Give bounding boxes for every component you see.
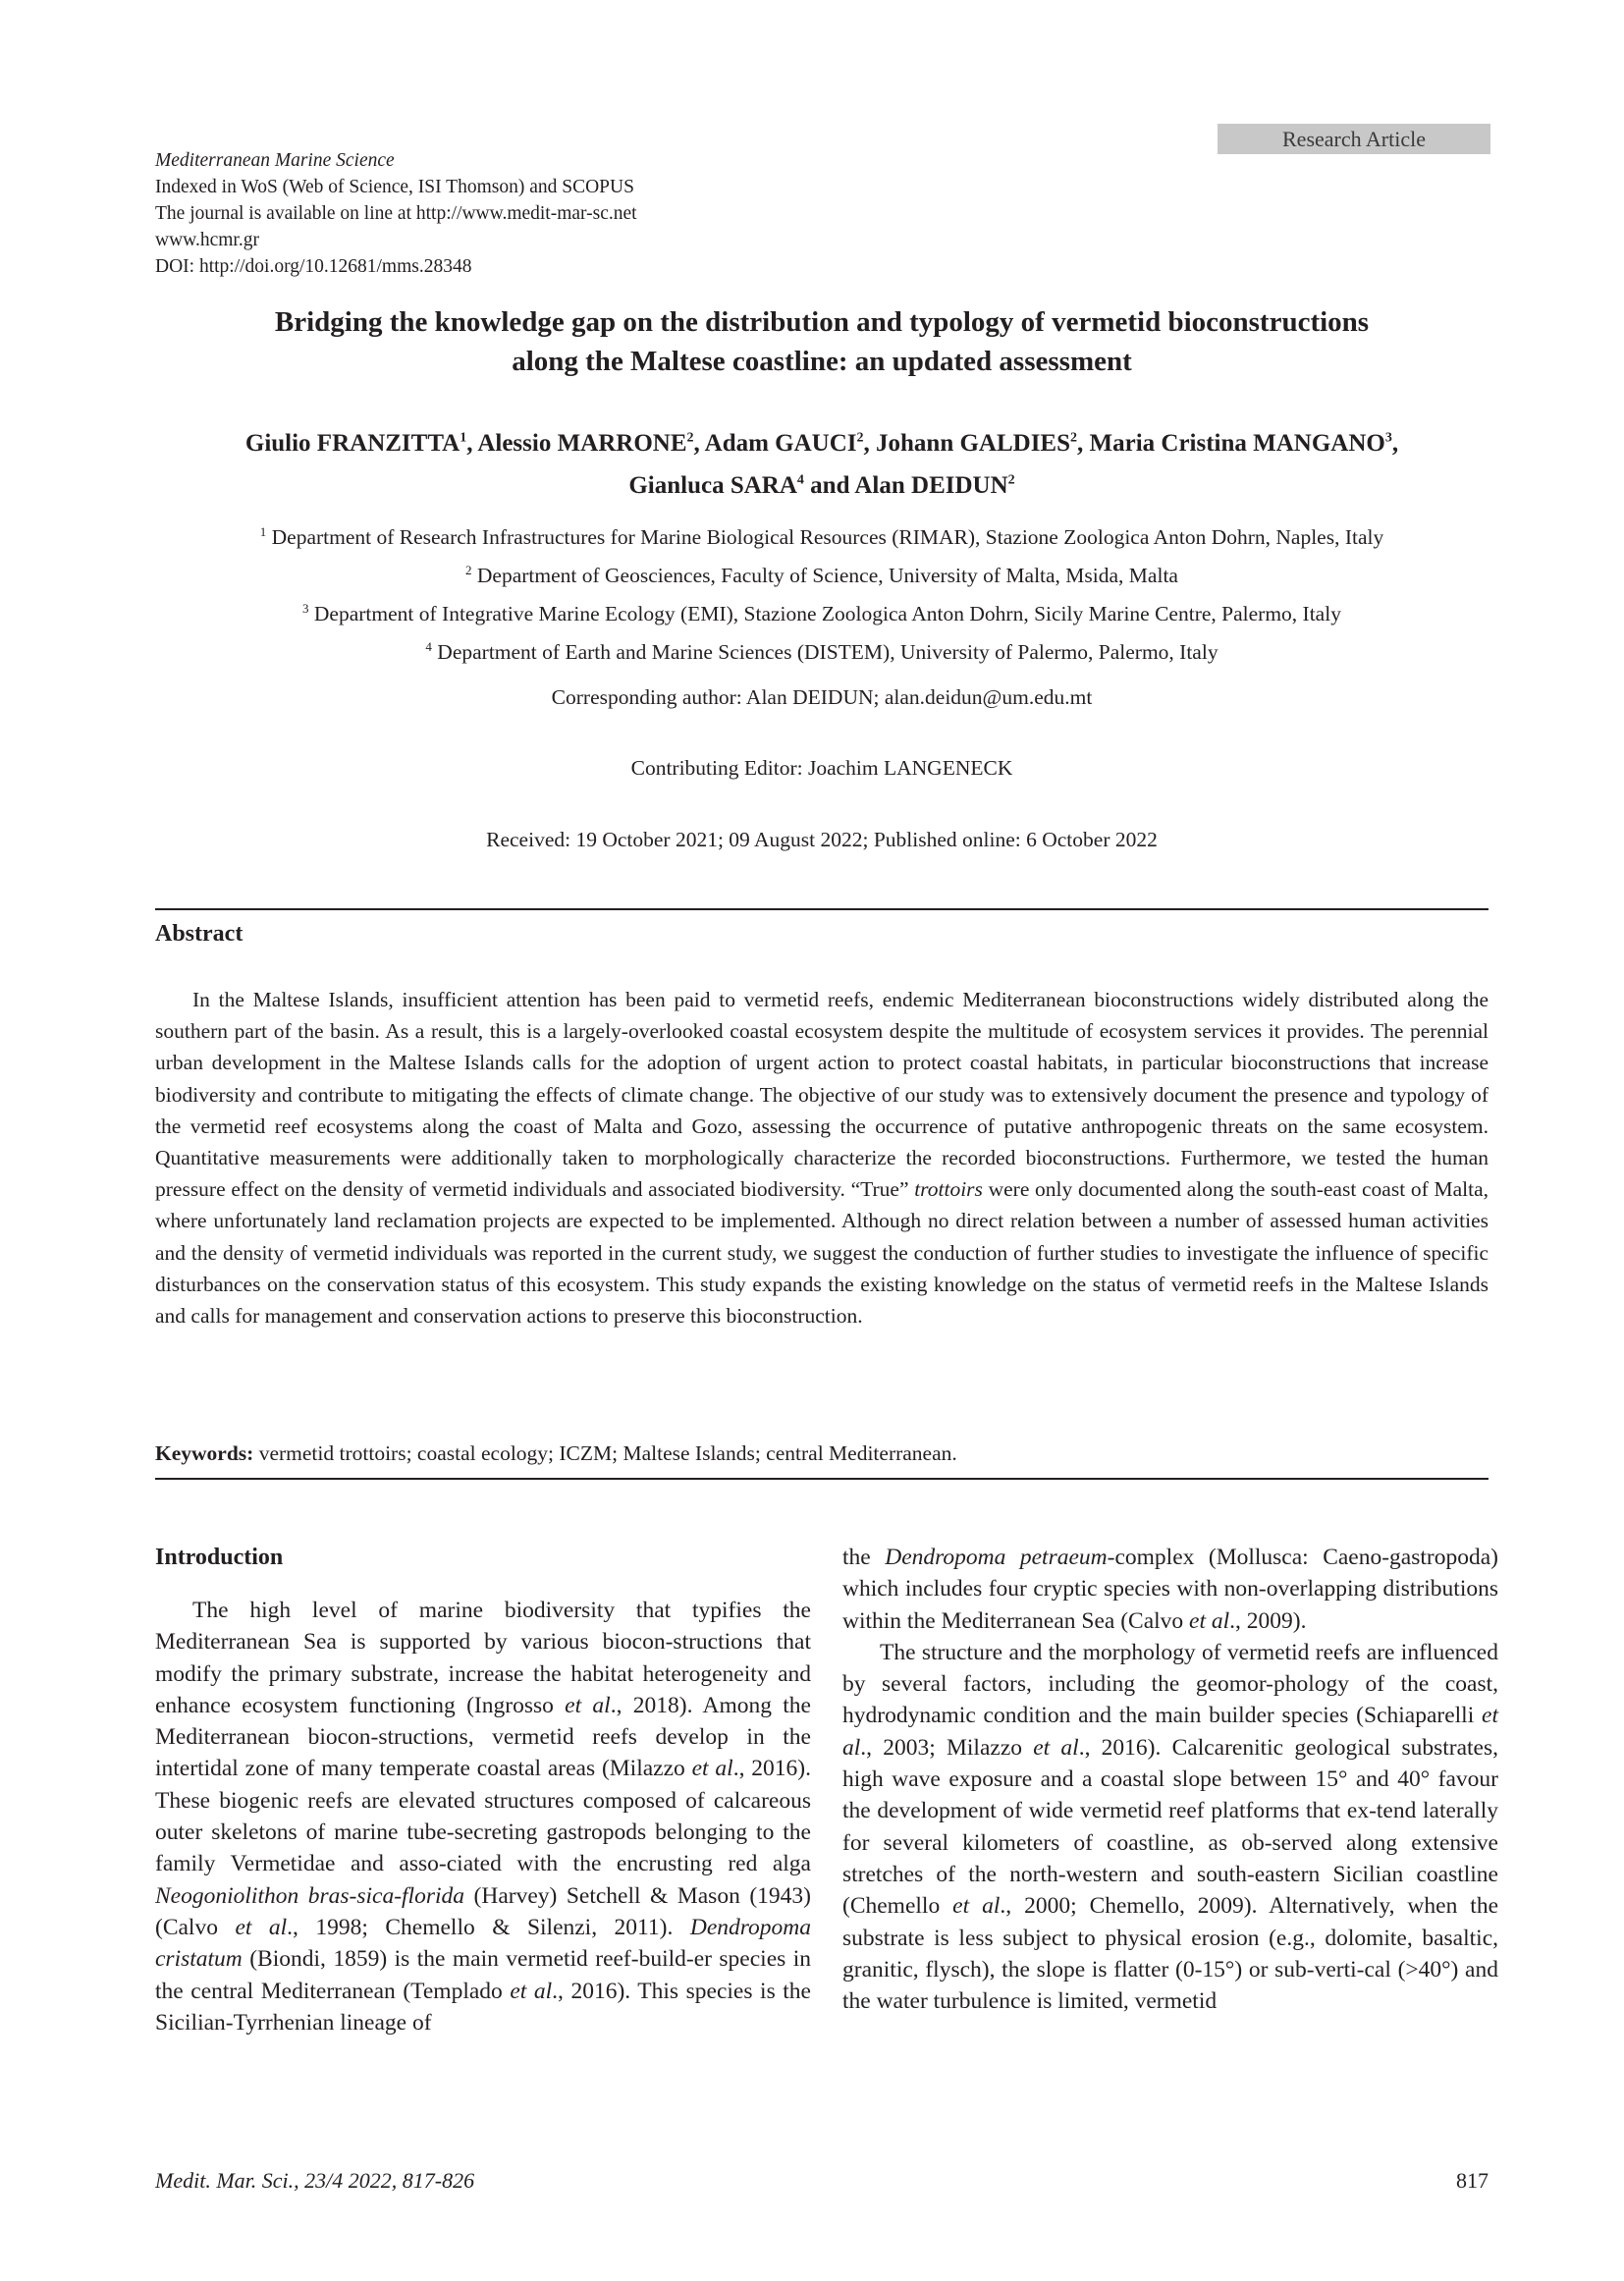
- abstract-text: In the Maltese Islands, insufficient attention has been paid to vermetid reefs, endemic Mediterranean bioconstructions widely distributed along the southern part of the basin. As a result, this is a largely-overlooked coastal ecosystem despite the multitude of ecosystem services it provides. The perennial urban development in the Maltese Islands calls for the adoption of urgent action to protect coastal habitats, in particular bioconstructions that increase biodiversity and contribute to mitigating the effects of climate change. The objective of our study was to extensively document the presence and typology of the vermetid reef ecosystems along the coast of Malta and Gozo, assessing the occurrence of putative anthropogenic threats on the same ecosystem. Quantitative measurements were additionally taken to morphologically characterize the recorded bioconstructions. Furthermore, we tested the human pressure effect on the density of vermetid individuals and associated biodiversity. “True” trottoirs were only documented along the south-east coast of Malta, where unfortunately land reclamation projects are expected to be implemented. Although no direct relation between a number of assessed human activities and the density of vermetid individuals was reported in the current study, we suggest the conduction of further studies to investigate the influence of specific disturbances on the conservation status of this ecosystem. This study expands the existing knowledge on the status of vermetid reefs in the Maltese Islands and calls for management and conservation actions to preserve this bioconstruction.: [155, 988, 1489, 1329]
- body-paragraph: the Dendropoma petraeum-complex (Mollusca: Caeno-gastropoda) which includes four cryptic species with non-overlapping distributions within the Mediterranean Sea (Calvo et al., 2009).: [842, 1545, 1498, 1634]
- journal-info: [155, 147, 637, 280]
- body-column-right: [842, 1542, 1498, 2017]
- article-title: [155, 302, 1489, 381]
- affiliation: $^1$ Department of Research Infrastructures for Marine Biological Resources (RIMAR), Stazione Zoologica Anton Dohrn, Naples, Italy: [259, 524, 1384, 550]
- body-paragraph: The structure and the morphology of vermetid reefs are influenced by several factors, including the geomor-phology of the coast, hydrodynamic condition and the main builder species (Schiaparelli et al., 2003; Milazzo et al., 2016). Calcarenitic geological substrates, high wave exposure and a coastal slope between 15° and 40° favour the development of wide vermetid reef platforms that ex-tend laterally for several kilometers of coastline, as ob-served along extensive stretches of the north-western and south-eastern Sicilian coastline (Chemello et al., 2000; Chemello, 2009). Alternatively, when the substrate is less subject to physical erosion (e.g., dolomite, basaltic, granitic, flysch), the slope is flatter (0-15°) or sub-verti-cal (>40°) and the water turbulence is limited, vermetid: [842, 1639, 1499, 2015]
- abstract-bottom-rule: [155, 1478, 1489, 1480]
- affiliation: $^3$ Department of Integrative Marine Ecology (EMI), Stazione Zoologica Anton Dohrn, Sicily Marine Centre, Palermo, Italy: [302, 601, 1341, 626]
- author: Johann GALDIES$^2$,: [876, 430, 1090, 458]
- journal-name: Mediterranean Marine Science: [155, 150, 395, 171]
- title-line-2: along the Maltese coastline: an updated assessment: [512, 346, 1132, 377]
- publication-dates: Received: 19 October 2021; 09 August 2022; Published online: 6 October 2022: [486, 828, 1158, 851]
- author: Giulio FRANZITTA$^1$,: [244, 430, 478, 458]
- keywords-text: vermetid trottoirs; coastal ecology; ICZM; Maltese Islands; central Mediterranean.: [253, 1441, 957, 1465]
- availability-note: The journal is available on line at http://www.medit-mar-sc.net: [155, 203, 637, 224]
- body-column-left: [155, 1542, 811, 2038]
- title-line-1: Bridging the knowledge gap on the distribution and typology of vermetid bioconstructions: [274, 306, 1370, 338]
- doi-line: DOI: http://doi.org/10.12681/mms.28348: [155, 256, 472, 277]
- body-paragraph: The high level of marine biodiversity that typifies the Mediterranean Sea is supported by various biocon-structions that modify the primary substrate, increase the habitat heterogeneity and enhance ecosystem functioning (Ingrosso et al., 2018). Among the Mediterranean biocon-structions, vermetid reefs develop in the intertidal zone of many temperate coastal areas (Milazzo et al., 2016). These biogenic reefs are elevated structures composed of calcareous outer skeletons of marine tube-secreting gastropods belonging to the family Vermetidae and asso-ciated with the encrusting red alga Neogoniolithon bras-sica-florida (Harvey) Setchell & Mason (1943) (Calvo et al., 1998; Chemello & Silenzi, 2011). Dendropoma cristatum (Biondi, 1859) is the main vermetid reef-build-er species in the central Mediterranean (Templado et al., 2016). This species is the Sicilian-Tyrrhenian lineage of: [155, 1598, 812, 2036]
- indexing-note: Indexed in WoS (Web of Science, ISI Thomson) and SCOPUS: [155, 177, 634, 197]
- keywords: [155, 1441, 1489, 1466]
- keywords-label: Keywords:: [155, 1441, 254, 1465]
- page-number: 817: [1456, 2168, 1489, 2193]
- affiliation: $^4$ Department of Earth and Marine Sciences (DISTEM), University of Palermo, Palermo, Italy: [425, 639, 1218, 665]
- author-list: [155, 420, 1489, 504]
- author: Gianluca SARA$^4$ and: [628, 471, 855, 499]
- abstract-heading: Abstract: [155, 921, 244, 947]
- abstract-top-rule: [155, 908, 1489, 910]
- contributing-editor: Contributing Editor: Joachim LANGENECK: [630, 756, 1013, 780]
- author: Alessio MARRONE$^2$,: [477, 430, 705, 458]
- publisher-website: www.hcmr.gr: [155, 230, 259, 250]
- footer-citation: Medit. Mar. Sci., 23/4 2022, 817-826: [155, 2168, 475, 2193]
- affiliation-list: [155, 516, 1489, 670]
- corresponding-author: Corresponding author: Alan DEIDUN; alan.deidun@um.edu.mt: [551, 685, 1093, 709]
- introduction-heading: Introduction: [155, 1545, 284, 1570]
- affiliation: $^2$ Department of Geosciences, Faculty of Science, University of Malta, Msida, Malta: [465, 563, 1178, 588]
- author: Adam GAUCI$^2$,: [704, 430, 877, 458]
- author: Maria Cristina MANGANO$^3$,: [1089, 430, 1399, 458]
- article-type-badge: Research Article: [1218, 124, 1490, 154]
- author: Alan DEIDUN$^2$: [854, 471, 1015, 499]
